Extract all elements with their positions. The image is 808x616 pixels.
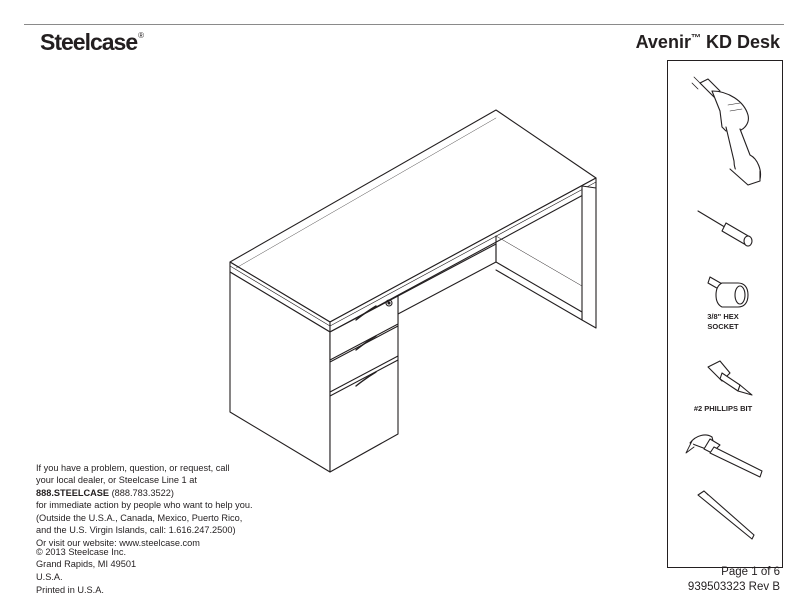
hex-socket-label-line2: SOCKET (707, 322, 739, 331)
website-line: Or visit our website: www.steelcase.com (36, 537, 200, 548)
bit-extension-icon (698, 211, 752, 246)
contact-line: for immediate action by people who want to help you. (36, 499, 253, 510)
product-name: Avenir (635, 32, 691, 52)
intl-line: and the U.S. Virgin Islands, call: 1.616.247.2500) (36, 525, 236, 536)
contact-block (36, 462, 276, 511)
cordless-drill-icon (692, 77, 761, 185)
trademark-mark: ™ (690, 33, 701, 44)
copyright-line: © 2013 Steelcase Inc. (36, 547, 127, 557)
contact-line: If you have a problem, question, or request, call (36, 463, 230, 473)
document-number: 939503323 Rev B (687, 581, 780, 593)
phone-bold: 888.STEELCASE (36, 487, 110, 498)
country-line: U.S.A. (36, 571, 63, 582)
contact-line: your local dealer, or Steelcase Line 1 at (36, 475, 197, 486)
page-number: Page 1 of 6 (721, 566, 780, 578)
city-line: Grand Rapids, MI 49501 (36, 559, 137, 570)
address-block (36, 546, 276, 583)
international-block (36, 512, 276, 549)
punch-icon (698, 491, 754, 539)
phillips-bit-label: #2 PHILLIPS BIT (693, 404, 753, 413)
printed-line: Printed in U.S.A. (36, 585, 104, 595)
phone-digits: (888.783.3522) (111, 487, 174, 498)
brand-name: Steelcase (40, 29, 138, 55)
product-suffix: KD Desk (705, 32, 780, 52)
phillips-bit-icon (708, 361, 752, 395)
intl-line: (Outside the U.S.A., Canada, Mexico, Puerto Rico, (36, 513, 243, 523)
registered-mark: ® (138, 31, 145, 40)
hex-socket-label (668, 312, 778, 332)
hex-socket-icon (708, 277, 748, 307)
contact-phone (36, 487, 276, 499)
tools-panel (667, 60, 783, 568)
hammer-icon (686, 435, 762, 477)
hex-socket-label-line1: 3/8" HEX (707, 312, 739, 321)
